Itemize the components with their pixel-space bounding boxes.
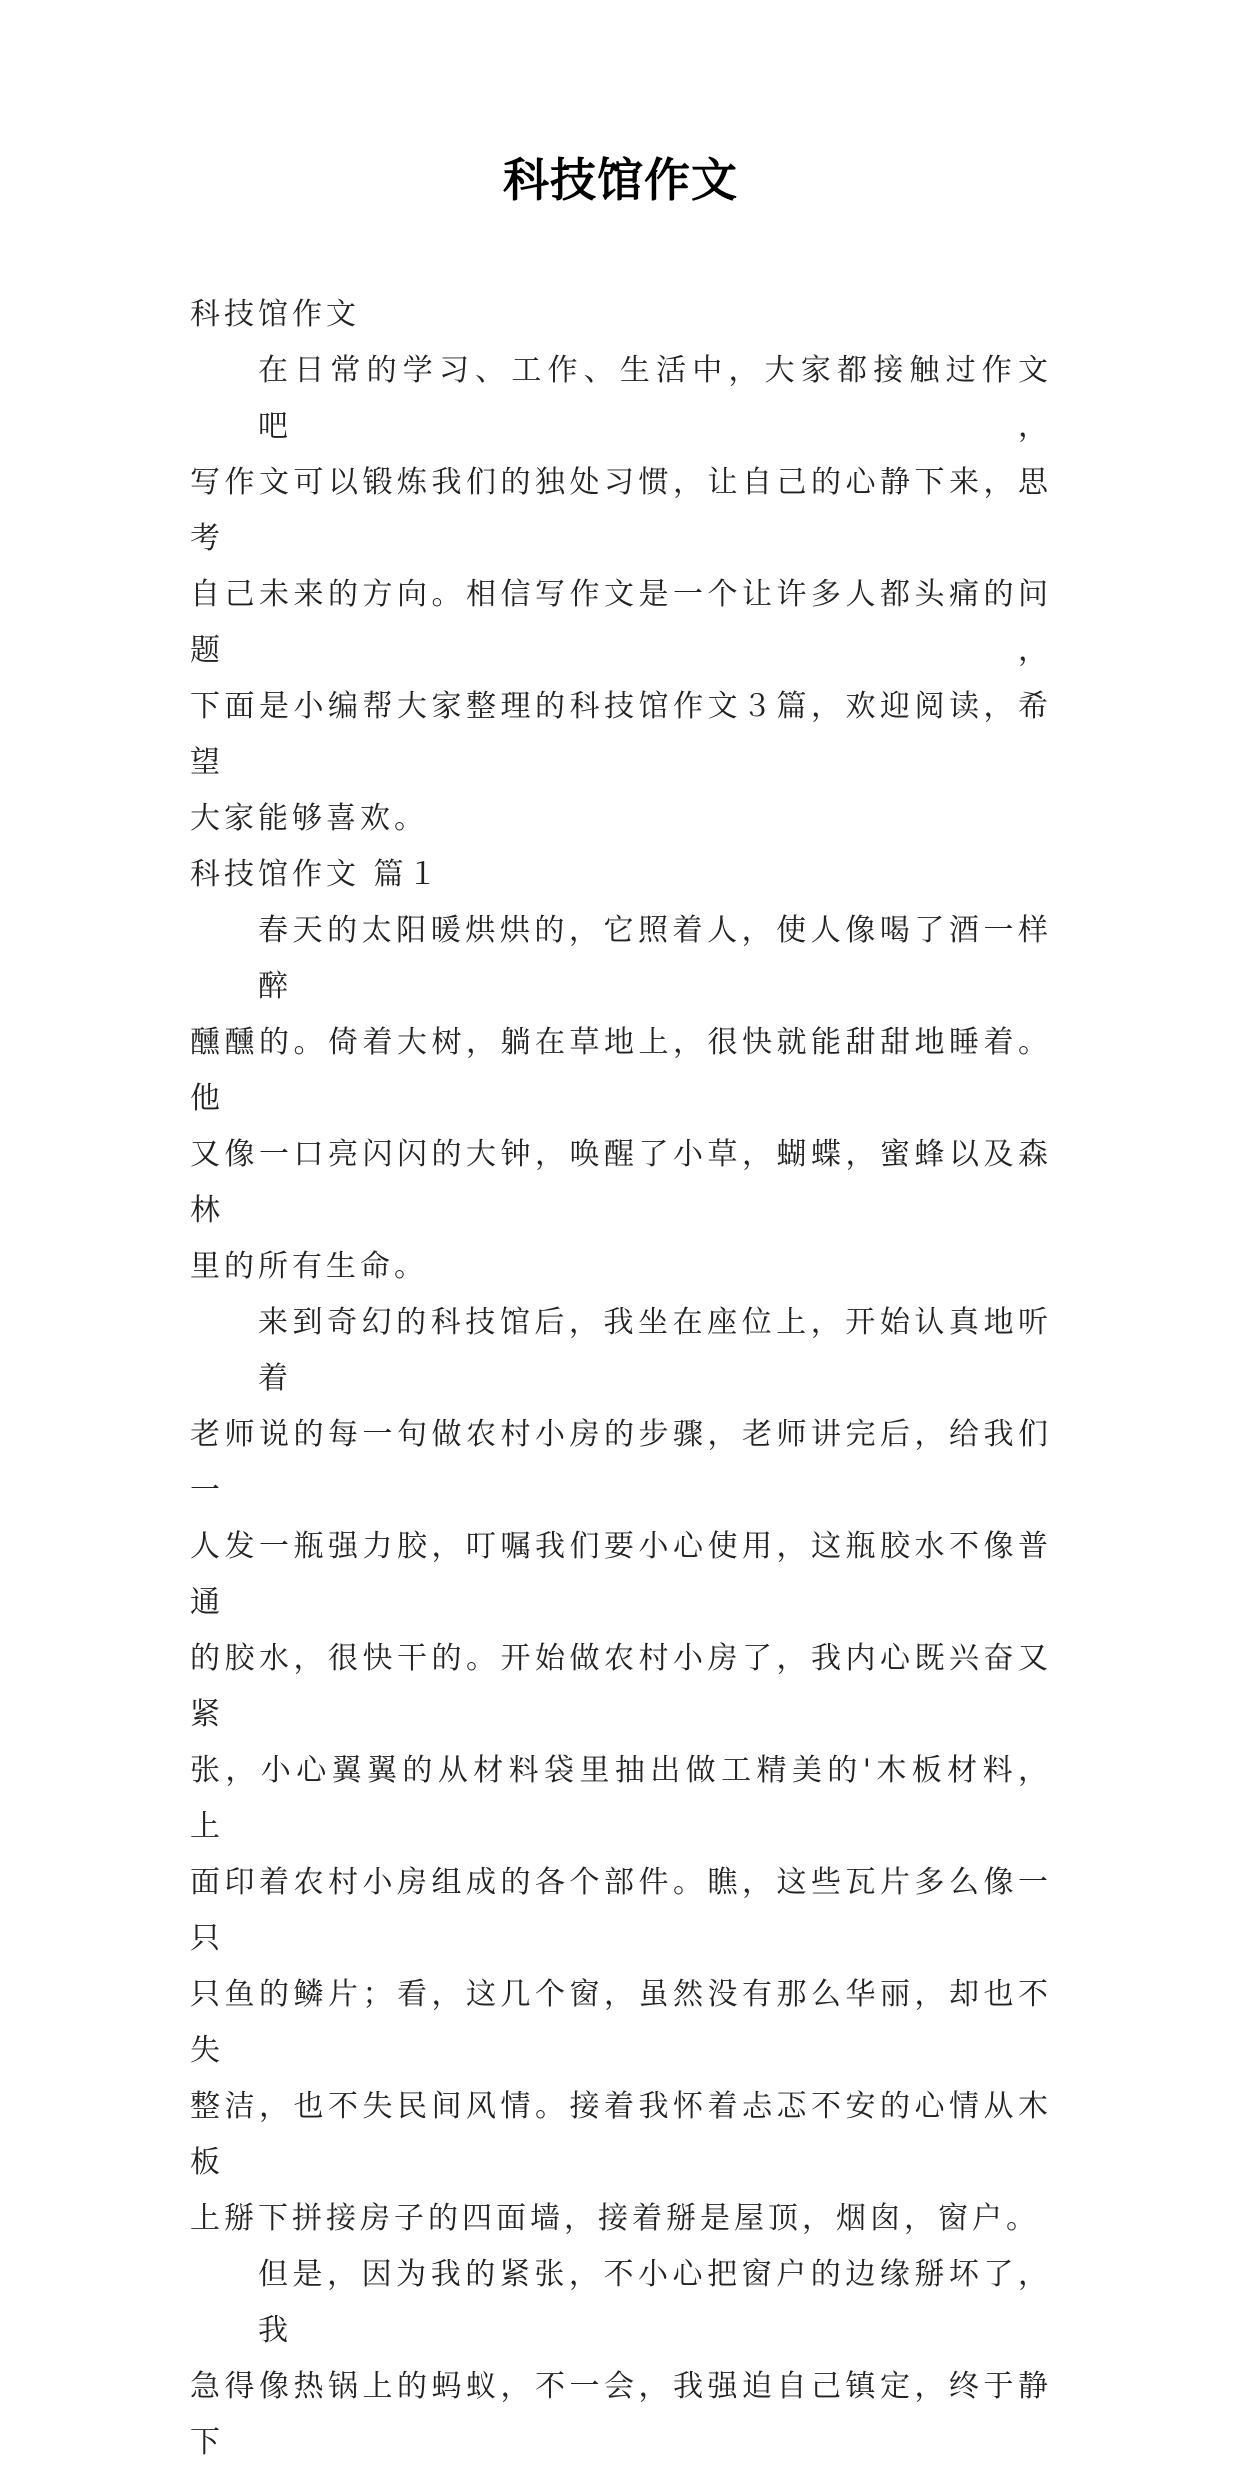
page-title: 科技馆作文 (503, 153, 738, 207)
section-heading: 科技馆作文 (190, 297, 360, 332)
text-line: 春天的太阳暖烘烘的，它照着人，使人像喝了酒一样醉 (258, 913, 1052, 1004)
text-line: 人发一瓶强力胶，叮嘱我们要小心使用，这瓶胶水不像普通 (190, 1529, 1052, 1620)
section-heading: 科技馆作文 篇１ (190, 857, 442, 892)
text-line: 醺醺的。倚着大树，躺在草地上，很快就能甜甜地睡着。他 (190, 1025, 1052, 1116)
text-line: 在日常的学习、工作、生活中，大家都接触过作文吧， (258, 353, 1052, 444)
text-line: 老师说的每一句做农村小房的步骤，老师讲完后，给我们一 (190, 1417, 1052, 1508)
text-line: 来到奇幻的科技馆后，我坐在座位上，开始认真地听着 (258, 1305, 1052, 1396)
document-body (190, 287, 1052, 2471)
text-line: 面印着农村小房组成的各个部件。瞧，这些瓦片多么像一只 (190, 1865, 1052, 1956)
text-line: 大家能够喜欢。 (190, 801, 428, 836)
text-line: 张，小心翼翼的从材料袋里抽出做工精美的'木板材料，上 (190, 1753, 1052, 1844)
text-line: 但是，因为我的紧张，不小心把窗户的边缘掰坏了，我 (258, 2257, 1052, 2348)
text-line: 又像一口亮闪闪的大钟，唤醒了小草，蝴蝶，蜜蜂以及森林 (190, 1137, 1052, 1228)
text-line: 写作文可以锻炼我们的独处习惯，让自己的心静下来，思考 (190, 465, 1052, 556)
text-line: 的胶水，很快干的。开始做农村小房了，我内心既兴奋又紧 (190, 1641, 1052, 1732)
text-line: 下面是小编帮大家整理的科技馆作文３篇，欢迎阅读，希望 (190, 689, 1052, 780)
text-line: 只鱼的鳞片；看，这几个窗，虽然没有那么华丽，却也不失 (190, 1977, 1052, 2068)
text-line: 急得像热锅上的蚂蚁，不一会，我强迫自己镇定，终于静下 (190, 2369, 1052, 2460)
text-line: 上掰下拼接房子的四面墙，接着掰是屋顶，烟囱，窗户。 (190, 2201, 1040, 2236)
text-line: 里的所有生命。 (190, 1249, 428, 1284)
text-line: 整洁，也不失民间风情。接着我怀着忐忑不安的心情从木板 (190, 2089, 1052, 2180)
text-line: 自己未来的方向。相信写作文是一个让许多人都头痛的问题， (190, 577, 1052, 668)
